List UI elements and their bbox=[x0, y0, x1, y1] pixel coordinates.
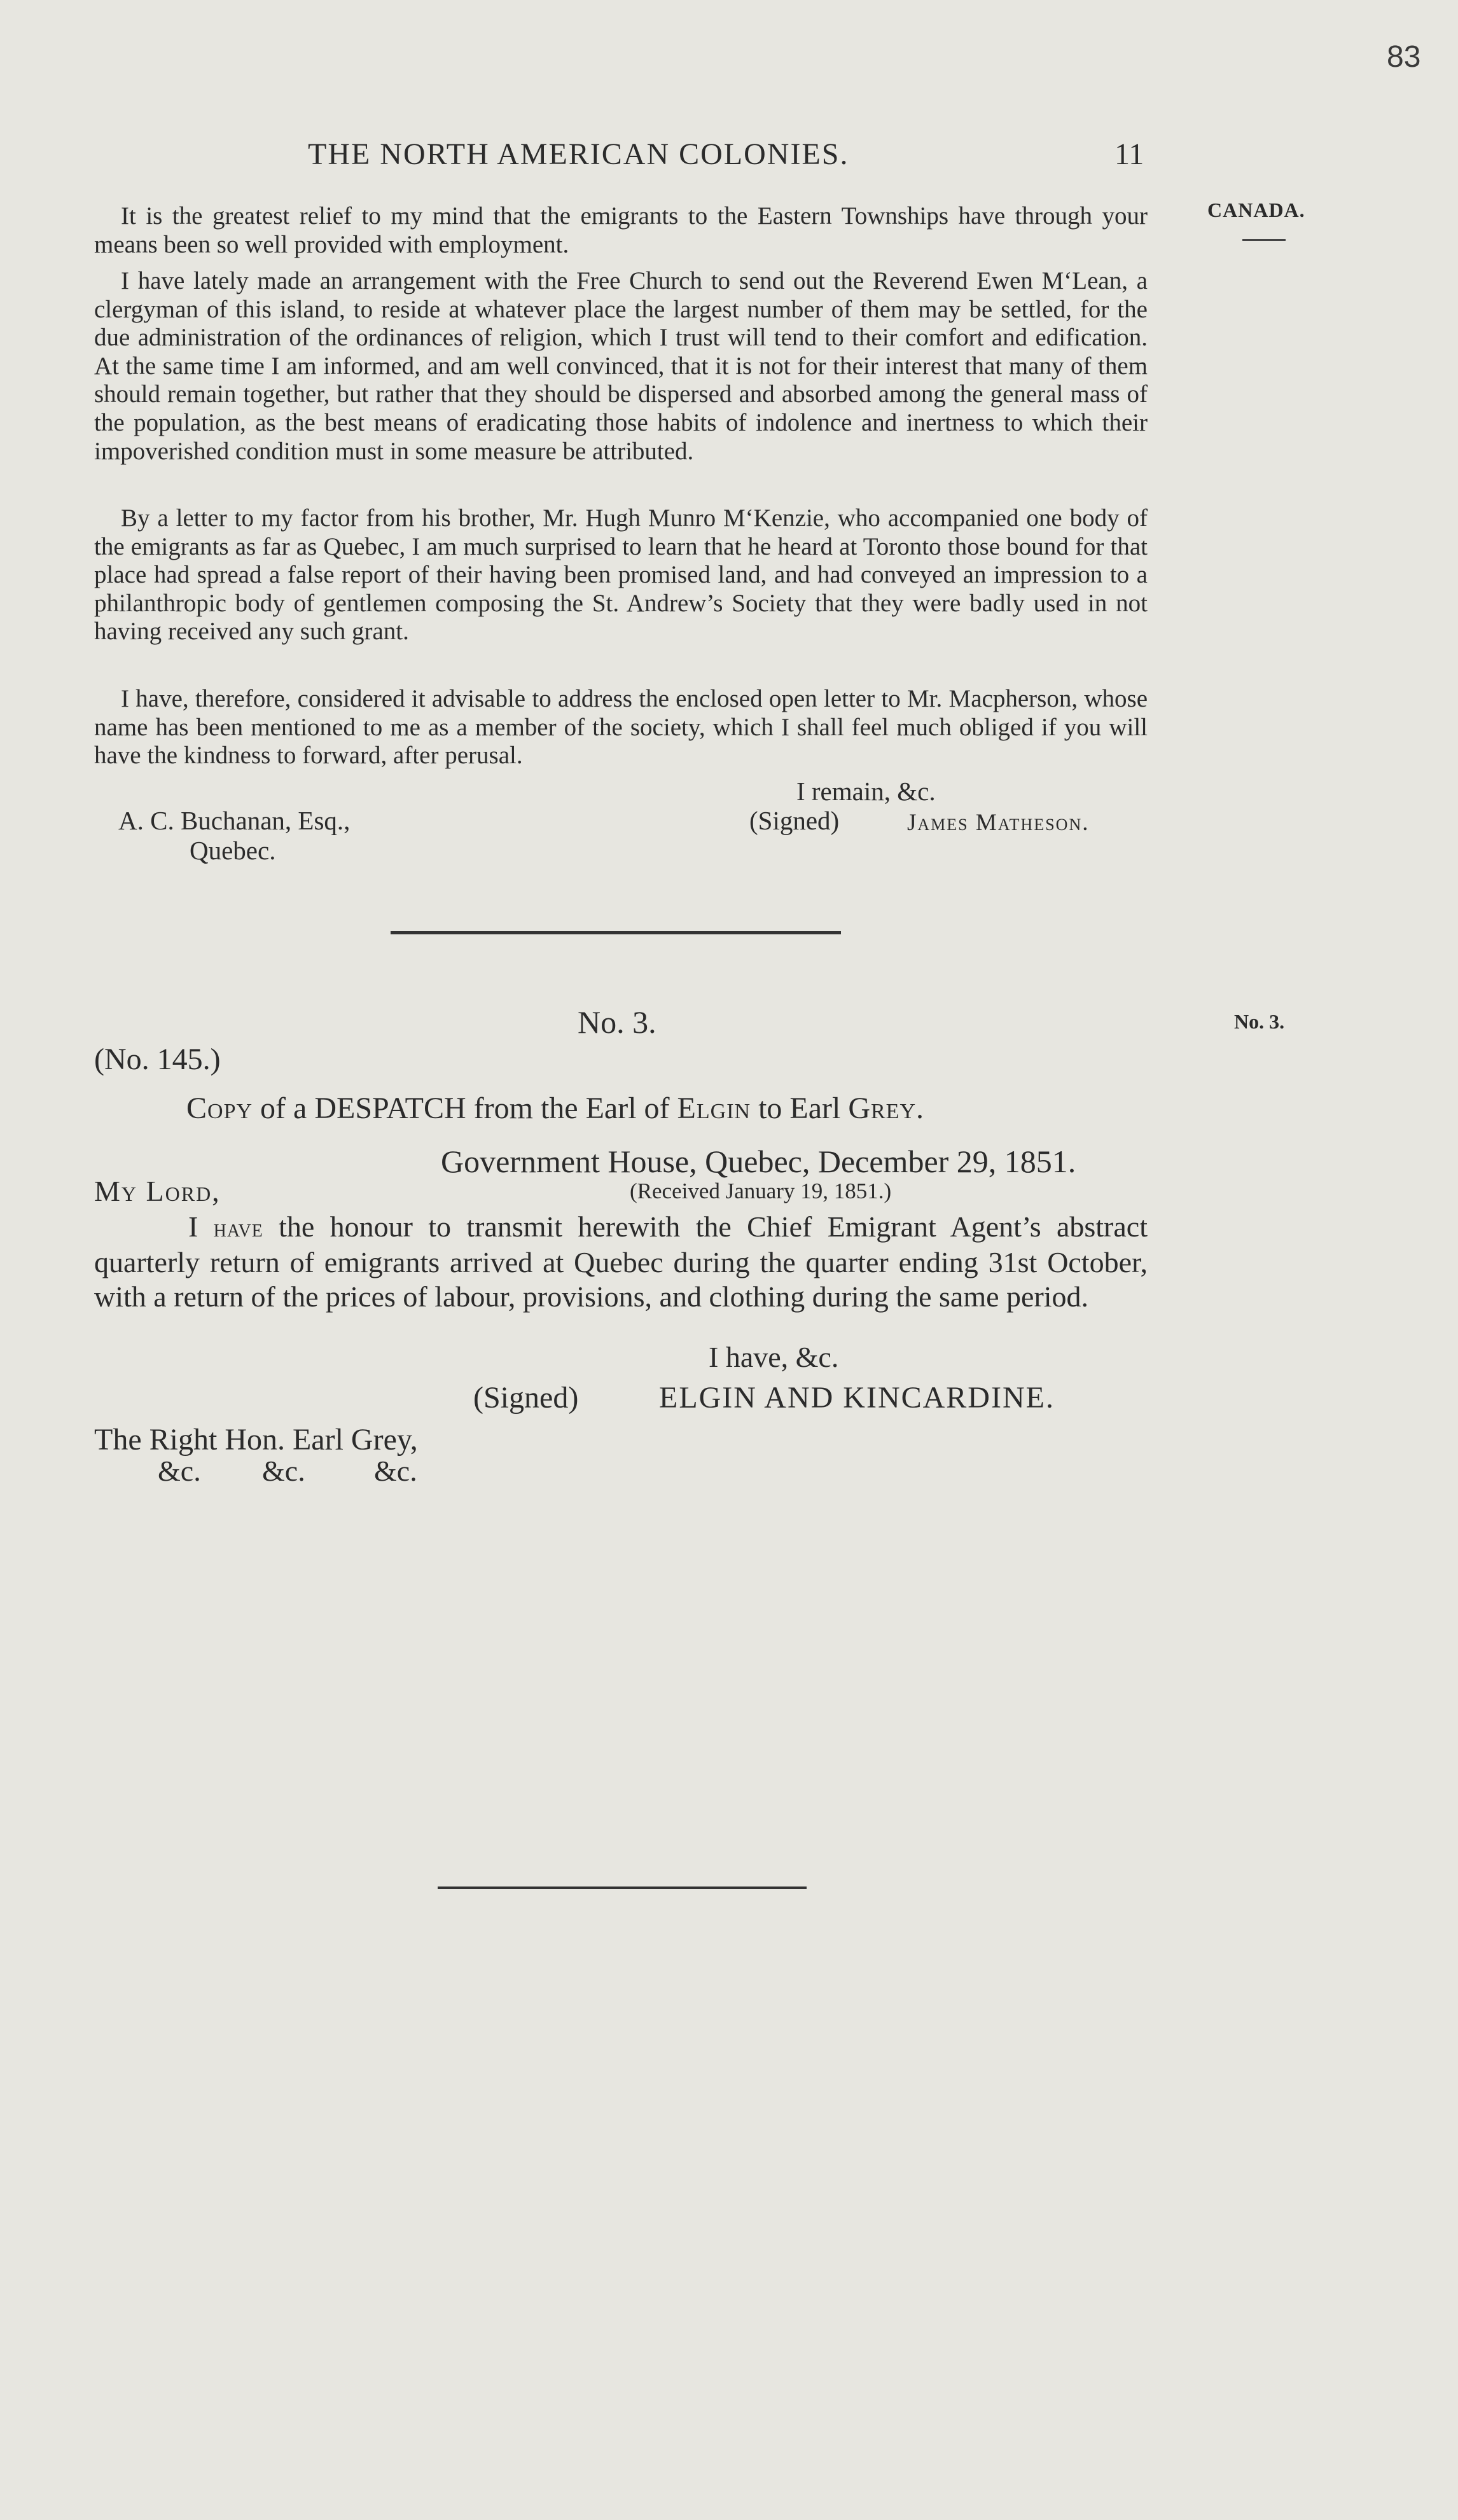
letter-paragraph-2 bbox=[94, 267, 1148, 466]
letter-paragraph-3 bbox=[94, 504, 1148, 646]
salutation: My Lord, bbox=[94, 1175, 221, 1207]
received-note: (Received January 19, 1851.) bbox=[630, 1179, 892, 1203]
despatch-title bbox=[186, 1091, 924, 1126]
recipient-name: The Right Hon. Earl Grey, bbox=[94, 1423, 418, 1457]
margin-section-label: CANADA. bbox=[1207, 198, 1305, 221]
letter-paragraph-4 bbox=[94, 685, 1148, 770]
copy-word: Copy bbox=[186, 1091, 253, 1125]
addressee-place: Quebec. bbox=[190, 836, 276, 865]
body-have: have bbox=[213, 1214, 263, 1242]
despatch-signed-label: (Signed) bbox=[473, 1381, 579, 1415]
title-middle: of a DESPATCH from the Earl of bbox=[253, 1091, 677, 1125]
grey-name: Grey. bbox=[848, 1091, 925, 1125]
margin-number-label: No. 3. bbox=[1234, 1010, 1285, 1033]
paragraph-text: It is the greatest relief to my mind that the emigrants to the Eastern Townships have through your means been so well provided with employment. bbox=[94, 202, 1148, 258]
despatch-reference: (No. 145.) bbox=[94, 1042, 221, 1076]
body-rest: the honour to transmit herewith the Chief Emigrant Agent’s abstract quarterly return of emigrants arrived at Quebec during the quarter ending 31st October, with a return of the prices of labour, provisions, and clothing during the same period. bbox=[94, 1210, 1148, 1313]
running-head-title: THE NORTH AMERICAN COLONIES. bbox=[308, 137, 849, 171]
recipient-etc-3: &c. bbox=[374, 1455, 417, 1487]
paragraph-text: I have lately made an arrangement with the Free Church to send out the Reverend Ewen M‘Lean, a clergyman of this island, to reside at whatever place the largest number of them may be settled, for the due administration of the ordinances of religion, which I trust will tend to their comfort and edification. At the same time I am informed, and am well convinced, that it is not for their interest that many of them should remain together, but rather that they should be dispersed and absorbed among the general mass of the population, as the best means of eradicating those habits of indolence and inertness to which their impoverished condition must in some measure be attributed. bbox=[94, 267, 1148, 465]
section-divider bbox=[391, 931, 841, 934]
signed-label: (Signed) bbox=[749, 806, 840, 835]
title-to: to Earl bbox=[751, 1091, 849, 1125]
recipient-etc-2: &c. bbox=[262, 1455, 305, 1487]
recipient-etc-1: &c. bbox=[158, 1455, 201, 1487]
end-rule bbox=[438, 1887, 807, 1889]
margin-rule bbox=[1242, 239, 1286, 241]
despatch-signatory: ELGIN AND KINCARDINE. bbox=[659, 1381, 1055, 1415]
letter-closing: I remain, &c. bbox=[796, 777, 936, 806]
despatch-closing: I have, &c. bbox=[709, 1341, 839, 1373]
signatory-name: James Matheson. bbox=[907, 810, 1090, 836]
elgin-name: Elgin bbox=[677, 1091, 751, 1125]
running-head-number: 11 bbox=[1114, 137, 1144, 171]
despatch-number: No. 3. bbox=[578, 1004, 656, 1040]
letter-paragraph-1 bbox=[94, 202, 1148, 259]
paragraph-text: By a letter to my factor from his brother, Mr. Hugh Munro M‘Kenzie, who accompanied one body of the emigrants as far as Quebec, I am much surprised to learn that he heard at Toronto those bound for that place had spread a false report of their having been promised land, and had conveyed an impression to a philanthropic body of gentlemen composing the St. Andrew’s Society that they were badly used in not having received any such grant. bbox=[94, 504, 1148, 646]
body-first: I bbox=[188, 1210, 214, 1243]
despatch-body bbox=[94, 1210, 1148, 1314]
page-number: 83 bbox=[1387, 40, 1421, 74]
dateline: Government House, Quebec, December 29, 1851. bbox=[441, 1144, 1076, 1179]
addressee-name: A. C. Buchanan, Esq., bbox=[118, 806, 351, 835]
paragraph-text: I have, therefore, considered it advisable to address the enclosed open letter to Mr. Macpherson, whose name has been mentioned to me as a member of the society, which I shall feel much obliged if you will have the kindness to forward, after perusal. bbox=[94, 685, 1148, 770]
